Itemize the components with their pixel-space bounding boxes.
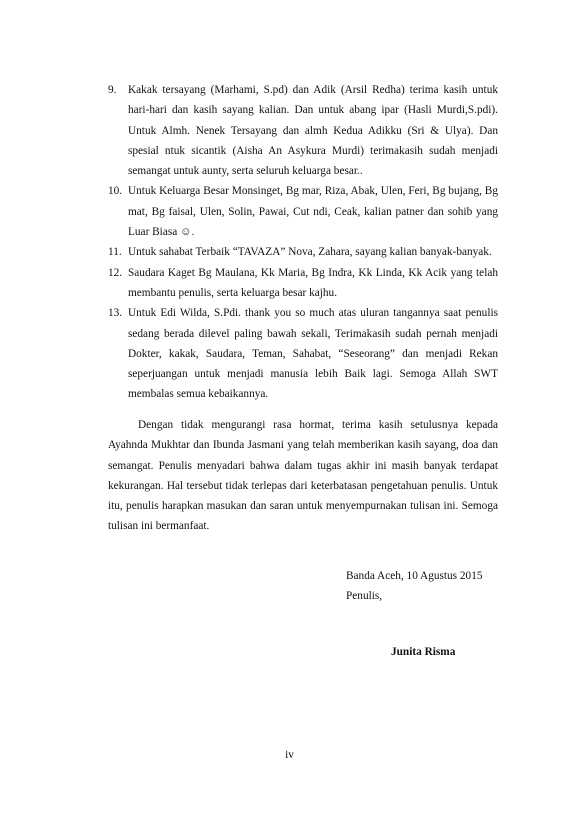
item-number: 11.: [108, 246, 122, 259]
signature-place-date: Banda Aceh, 10 Agustus 2015: [346, 570, 483, 582]
list-item: [108, 242, 498, 262]
page-number: iv: [285, 749, 294, 761]
item-number: 10.: [108, 185, 123, 198]
item-number: 12.: [108, 266, 123, 279]
item-text: Untuk Keluarga Besar Monsinget, Bg mar, Riza, Abak, Ulen, Feri, Bg bujang, Bg mat, Bg faisal, Ulen, Solin, Pawai, Cut ndi, Ceak, kalian patner dan sohib yang Luar Biasa ☺.: [128, 185, 498, 239]
item-text: Untuk Edi Wilda, S.Pdi. thank you so much atas uluran tangannya saat penulis sedang berada dilevel paling bawah sekali, Terimakasih sudah pernah menjadi Dokter, kakak, Saudara, Teman, Sahabat, “Seseorang” dan menjadi Rekan seperjuangan untuk menjadi manusia lebih Baik lagi. Semoga Allah SWT membalas semua kebaikannya.: [128, 307, 498, 401]
item-text: Untuk sahabat Terbaik “TAVAZA” Nova, Zahara, sayang kalian banyak-banyak.: [128, 246, 492, 259]
list-item: [108, 181, 498, 242]
item-number: 13.: [108, 307, 123, 320]
signature-name: Junita Risma: [391, 646, 456, 658]
list-item: [108, 80, 498, 181]
signature-role: Penulis,: [346, 590, 383, 602]
list-item: [108, 263, 498, 304]
item-text: Kakak tersayang (Marhami, S.pd) dan Adik (Arsil Redha) terima kasih untuk hari-hari dan kasih sayang kalian. Dan untuk abang ipar (Hasli Murdi,S.pdi). Untuk Almh. Nenek Tersayang dan almh Kedua Adikku (Sri & Ulya). Dan spesial ntuk sicantik (Aisha An Asykura Murdi) terimakasih sudah menjadi semangat untuk aunty, serta seluruh keluarga besar..: [128, 84, 498, 178]
item-text: Saudara Kaget Bg Maulana, Kk Maria, Bg Indra, Kk Linda, Kk Acik yang telah membantu penulis, serta keluarga besar kajhu.: [128, 266, 498, 299]
item-number: 9.: [108, 84, 117, 96]
list-item: [108, 303, 498, 404]
acknowledgement-list: [108, 80, 498, 405]
closing-paragraph: Dengan tidak mengurangi rasa hormat, terima kasih setulusnya kepada Ayahnda Mukhtar dan Ibunda Jasmani yang telah memberikan kasih sayang, doa dan semangat. Penulis menyadari bahwa dalam tugas akhir ini masih banyak terdapat kekurangan. Hal tersebut tidak terlepas dari keterbatasan pengetahuan penulis. Untuk itu, penulis harapkan masukan dan saran untuk menyempurnakan tulisan ini. Semoga tulisan ini bermanfaat.: [108, 419, 498, 533]
